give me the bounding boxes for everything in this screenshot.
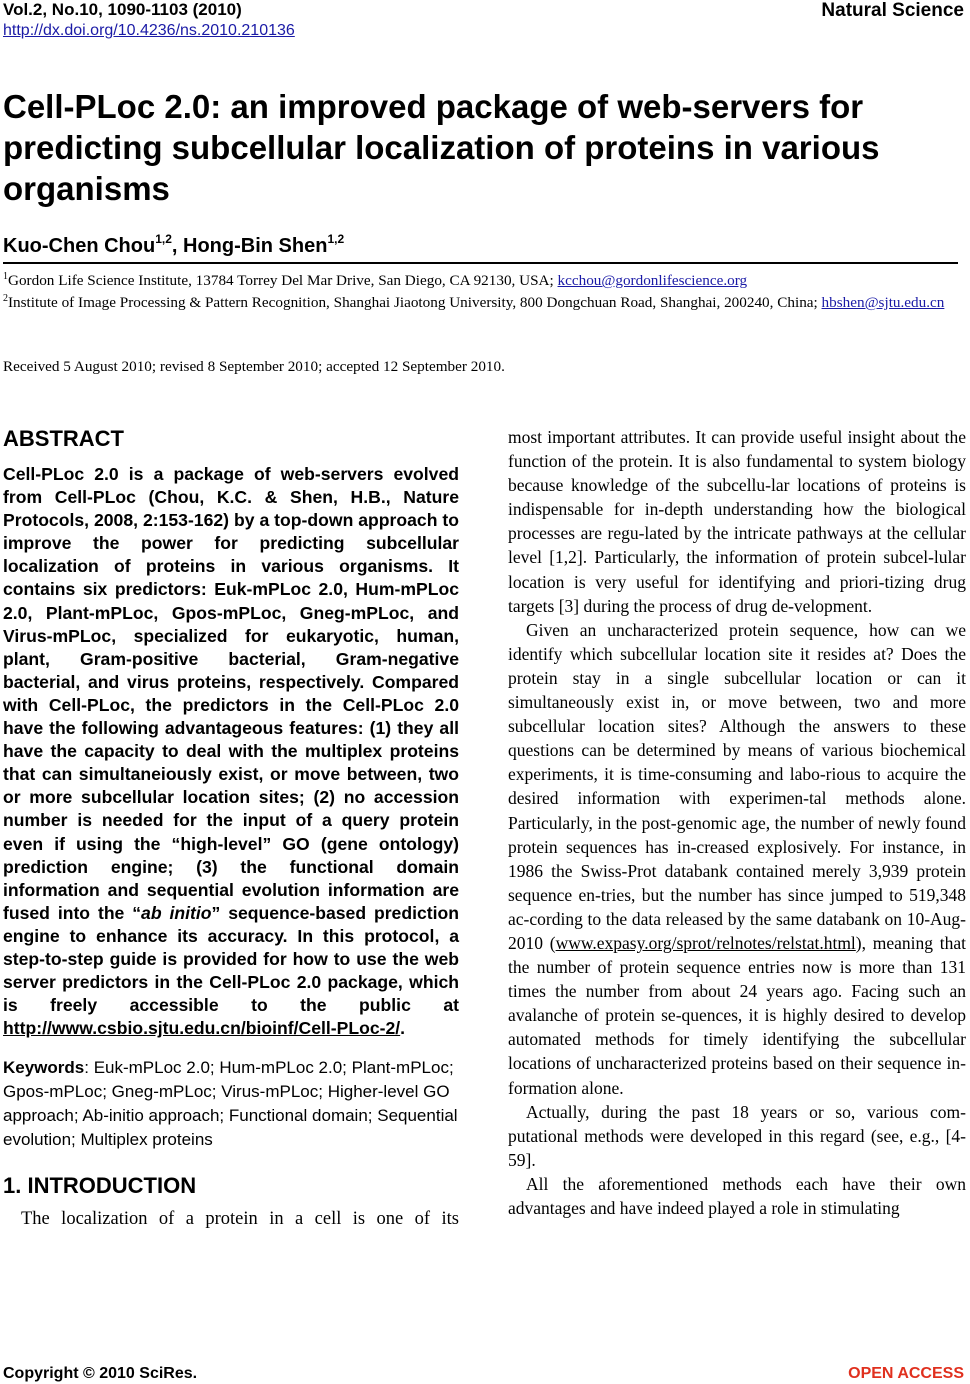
relstat-link[interactable]: www.expasy.org/sprot/relnotes/relstat.html xyxy=(555,932,856,953)
introduction-paragraph: most important attributes. It can provide useful insight about the function of the protein. It is also fundamental to system biology because knowledge of the subcellu-lar locations of proteins is indispensable for in-depth understanding how the biological processes are regu-lated by the intricate pathways at the cellular level [1,2]. Particularly, the information of protein subcel-lular location is very useful for identifying and priori-tizing drug targets [3] during the process of drug de-velopment. xyxy=(508,427,966,616)
keywords xyxy=(3,1056,459,1152)
author-separator: , xyxy=(171,235,183,257)
affiliation-1 xyxy=(3,270,969,292)
copyright-notice: Copyright © 2010 SciRes. xyxy=(3,1365,198,1382)
paragraph-text: Given an uncharacterized protein sequence, how can we identify which subcellular location site it resides at? Does the protein stay in a single subcellular location or can it simultaneously exist in, or move between, two and more subcellular location sites? Although the answers to these questions can be determined by means of various biochemical experiments, it is time-consuming and labo-rious to acquire the desired information with experimen-tal methods alone. Particularly, in the post-genomic age, the number of newly found protein sequences has in-creased explosively. For instance, in 1986 the Swiss-Prot databank contained merely 3,939 protein sequence en-tries, but the number has since jumped to 519,348 ac-cording to the data released by the same databank on 10-Aug-2010 ( xyxy=(508,619,966,953)
introduction-paragraph: All the aforementioned methods each have their own advantages and have indeed played a role in stimulating xyxy=(508,1173,966,1218)
email-link[interactable]: hbshen@sjtu.edu.cn xyxy=(821,294,945,311)
email-link[interactable]: kcchou@gordonlifescience.org xyxy=(557,272,748,289)
open-access-badge: OPEN ACCESS xyxy=(848,1365,964,1382)
introduction-paragraph xyxy=(508,618,966,1100)
abstract-heading: ABSTRACT xyxy=(3,426,124,451)
author-affiliation-marker: 1,2 xyxy=(327,232,345,246)
affiliation-marker: 1 xyxy=(3,271,8,282)
author-affiliation-marker: 1,2 xyxy=(155,232,172,246)
keywords-label: Keywords xyxy=(3,1058,85,1078)
journal-volume-info: Vol.2, No.10, 1090-1103 (2010) xyxy=(3,0,242,19)
introduction-heading: 1. INTRODUCTION xyxy=(3,1173,197,1199)
affiliations xyxy=(3,270,969,314)
author-name: Hong-Bin Shen xyxy=(183,235,328,257)
header-divider xyxy=(3,262,958,264)
web-server-link[interactable]: http://www.csbio.sjtu.edu.cn/bioinf/Cell-PLoc-2/ xyxy=(3,1018,401,1039)
author-list xyxy=(3,233,344,259)
paragraph-text: ), meaning that the number of protein sequence entries now is more than 131 times the number from about 24 years ago. Facing such an avalanche of protein se-quences, it is highly desired to develop automated methods for timely identifying the subcellular locations of uncharacterized proteins based on their sequence in-formation alone. xyxy=(508,932,967,1098)
abstract-text xyxy=(3,463,459,1040)
left-column xyxy=(3,424,459,1231)
received-dates: Received 5 August 2010; revised 8 September 2010; accepted 12 September 2010. xyxy=(3,358,505,375)
paper-title: Cell-PLoc 2.0: an improved package of web-servers for predicting subcellular localization of proteins in various organisms xyxy=(3,88,880,207)
author-name: Kuo-Chen Chou xyxy=(3,235,156,257)
keywords-text: : Euk-mPLoc 2.0; Hum-mPLoc 2.0; Plant-mPLoc; Gpos-mPLoc; Gneg-mPLoc; Virus-mPLoc; Higher-level GO approach; Ab-initio approach; Functional domain; Sequential evolution; Multiplex proteins xyxy=(3,1058,458,1150)
affiliation-2 xyxy=(3,292,969,314)
abstract-italic-term: ab initio xyxy=(141,902,212,923)
affiliation-text: Institute of Image Processing & Pattern Recognition, Shanghai Jiaotong University, 800 Dongchuan Road, Shanghai, 200240, China; xyxy=(8,294,822,311)
abstract-text-end: . xyxy=(400,1018,406,1039)
right-column xyxy=(508,425,966,1220)
introduction-paragraph: Actually, during the past 18 years or so, various com-putational methods were developed in this regard (see, e.g., [4-59]. xyxy=(508,1101,966,1170)
affiliation-marker: 2 xyxy=(3,293,8,304)
doi-link[interactable]: http://dx.doi.org/10.4236/ns.2010.210136 xyxy=(3,22,295,39)
affiliation-text: Gordon Life Science Institute, 13784 Torrey Del Mar Drive, San Diego, CA 92130, USA; xyxy=(8,272,558,289)
introduction-paragraph-start: The localization of a protein in a cell is one of its xyxy=(21,1209,459,1230)
abstract-text-part: ” sequence-based prediction engine to enhance its accuracy. In this protocol, a step-to-step guide is provided for how to use the web server predictors in the Cell-PLoc 2.0 package, which is freely accessible to the public at xyxy=(3,902,460,1016)
journal-name: Natural Science xyxy=(821,0,964,21)
abstract-text-part: Cell-PLoc 2.0 is a package of web-servers evolved from Cell-PLoc (Chou, K.C. & Shen, H.B., Nature Protocols, 2008, 2:153-162) by a top-down approach to improve the power for predicting subcellular localization of proteins in various organisms. It contains six predictors: Euk-mPLoc 2.0, Hum-mPLoc 2.0, Plant-mPLoc, Gpos-mPLoc, Gneg-mPLoc, and Virus-mPLoc, specialized for eukaryotic, human, plant, Gram-positive bacterial, Gram-negative bacterial, and virus proteins, respectively. Compared with Cell-PLoc, the predictors in the Cell-PLoc 2.0 have the following advantageous features: (1) they all have the capacity to deal with the multiplex proteins that can simultaneiously exist, or move between, two or more subcellular location sites; (2) no accession number is needed for the input of a query protein even if using the “high-level” GO (gene ontology) prediction engine; (3) the functional domain information and sequential evolution information are fused into the “ xyxy=(3,464,459,923)
